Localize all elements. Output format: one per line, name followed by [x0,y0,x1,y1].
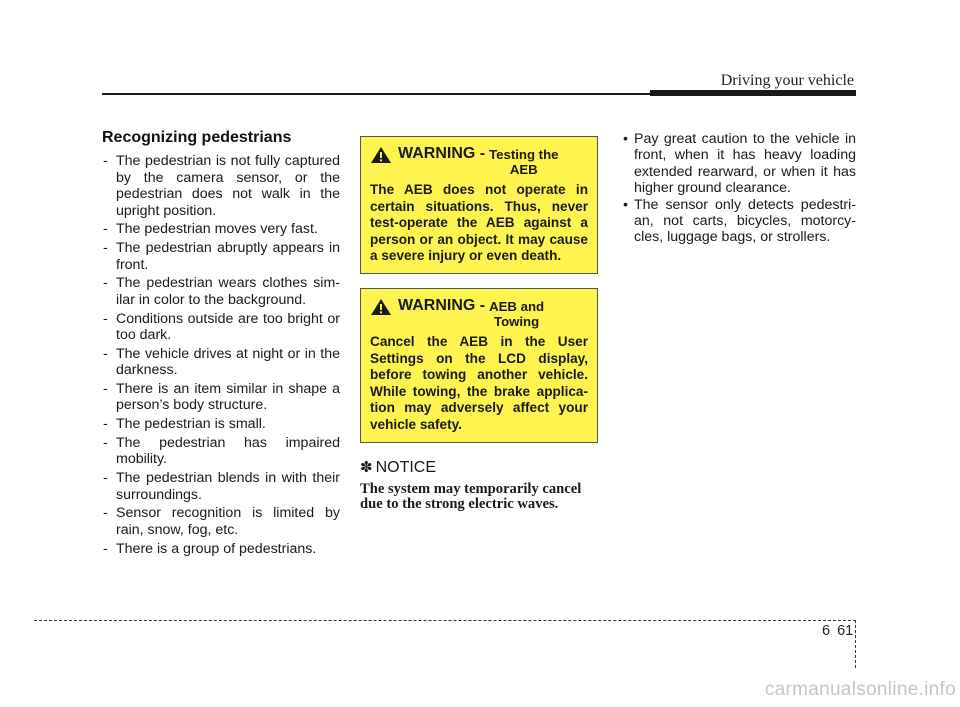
notice-star-icon: ✽ [360,458,373,476]
list-item: - There is an item similar in shape a person’s body structure. [102,381,340,414]
list-item: - The vehicle drives at night or in the darkness. [102,346,340,379]
warning-body: The AEB does not operate in certain situations. Thus, never test-operate the AEB against a person or an object. It may cause a severe injury or even death. [370,182,588,264]
sensor-notes-list [620,131,856,246]
warning-subtitle-line: AEB [509,162,538,177]
warning-label: WARNING - [398,296,486,314]
pedestrian-conditions-list [102,153,340,557]
left-column [102,130,340,559]
list-item: - The pedestrian has impaired mobility. [102,435,340,468]
warning-triangle-icon [370,298,392,316]
warning-header [370,297,588,329]
chapter-number: 6 [822,623,831,639]
list-item: - The pedestrian is small. [102,416,340,432]
notice-header [360,459,598,477]
list-item: - The pedestrian wears clothes sim-ilar in color to the background. [102,275,340,308]
warning-box-aeb-towing [360,288,598,443]
warning-subtitle-line: Testing the [489,147,559,162]
list-item: - There is a group of pedestrians. [102,541,340,557]
header-accent-bar [650,90,856,96]
watermark: carmanualsonline.info [764,679,956,700]
warning-subtitle-line: AEB and [489,298,545,314]
right-column [620,131,856,246]
page-number-value: 61 [837,623,854,639]
warning-body: Cancel the AEB in the User Settings on the LCD display, before towing another vehicle. While towing, the brake applica-tion may adversely affect your vehicle safety. [370,333,588,432]
notice-title: NOTICE [375,458,437,476]
list-item: • The sensor only detects pedestri-an, not carts, bicycles, motorcy-cles, luggage bags, or strollers. [620,197,856,246]
list-item: • Pay great caution to the vehicle in front, when it has heavy loading extended rearward, or when it has higher ground clearance. [620,131,856,197]
middle-column [360,136,598,513]
page-header-title: Driving your vehicle [720,72,854,89]
list-item: - The pedestrian moves very fast. [102,221,340,237]
warning-subtitle-line: Towing [494,313,540,329]
footer-rule [34,620,856,621]
warning-triangle-icon [370,146,392,164]
notice-body: The system may temporarily cancel due to the strong electric waves. [360,480,582,513]
page-number [822,623,853,639]
warning-subtitle [489,299,544,329]
warning-box-testing-aeb [360,136,598,274]
list-item: - The pedestrian is not fully captured by the camera sensor, or the pedestrian does not walk in the upright position. [102,153,340,219]
list-item: - The pedestrian blends in with their surroundings. [102,470,340,503]
warning-label: WARNING - [398,145,486,162]
notice-block [360,459,598,513]
section-heading: Recognizing pedestrians [102,129,292,146]
list-item: - Sensor recognition is limited by rain, snow, fog, etc. [102,505,340,538]
warning-header [370,145,588,177]
list-item: - The pedestrian abruptly appears in front. [102,240,340,273]
footer-vertical-rule [855,620,856,668]
list-item: - Conditions outside are too bright or too dark. [102,311,340,344]
warning-subtitle [489,147,558,177]
